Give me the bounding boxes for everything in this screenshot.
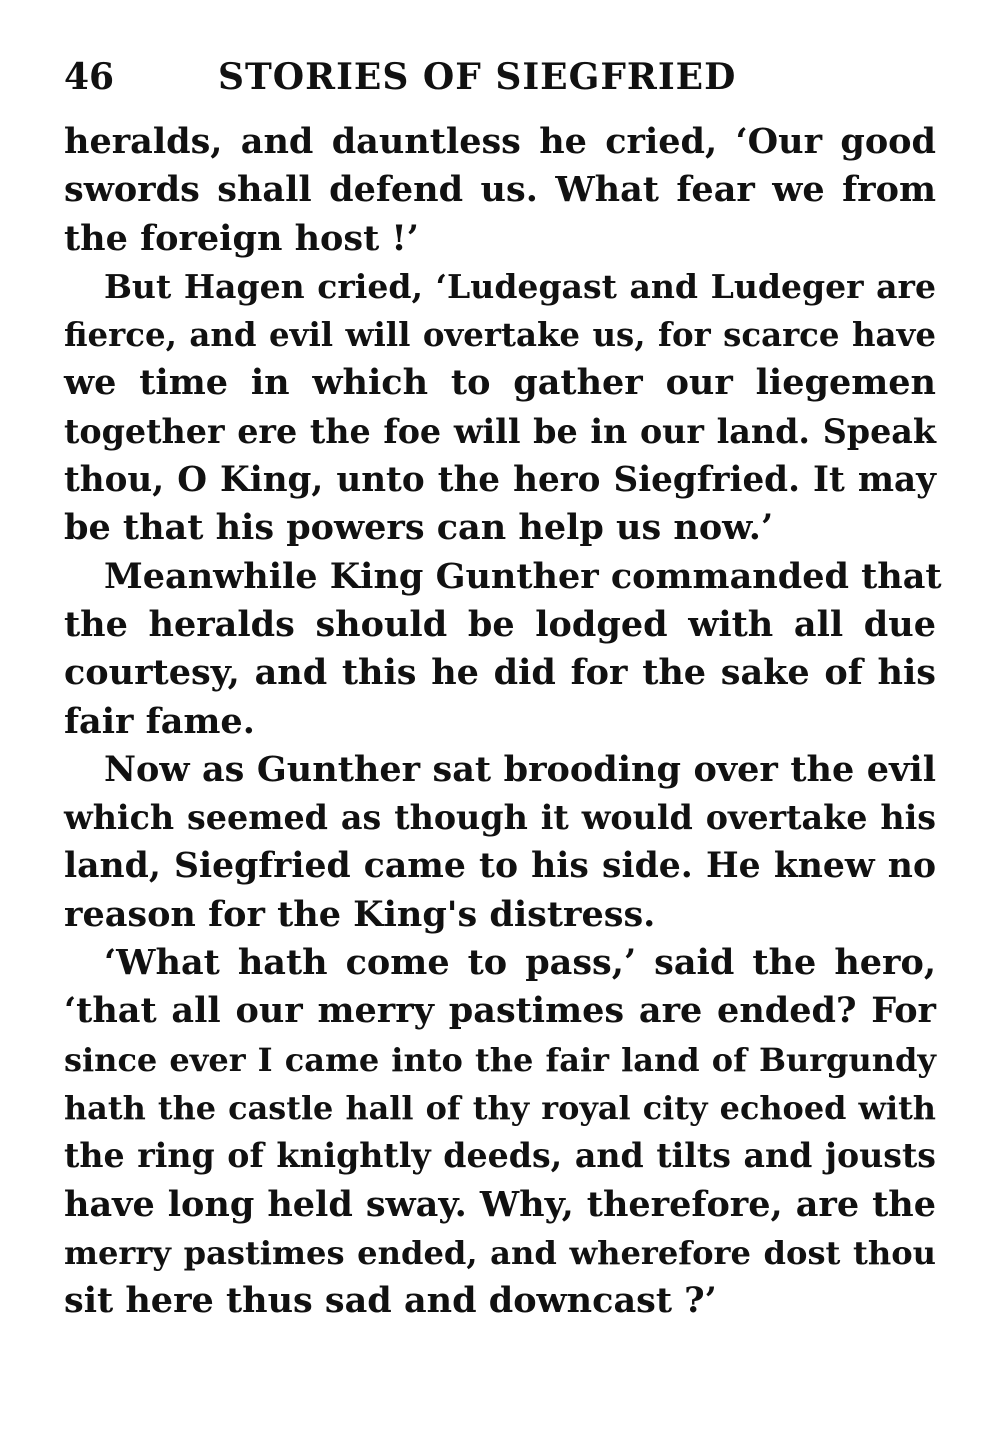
paragraph xyxy=(64,746,936,939)
text-line: merry pastimes ended, and wherefore dost thou xyxy=(64,1233,936,1272)
page-number: 46 xyxy=(64,56,115,98)
text-line: have long held sway. Why, therefore, are the xyxy=(64,1183,936,1225)
text-line: heralds, and dauntless he cried, ‘Our good xyxy=(64,121,936,162)
text-line: the foreign host !’ xyxy=(64,217,419,259)
text-line: courtesy, and this he did for the sake of his xyxy=(64,652,936,694)
text-line: be that his powers can help us now.’ xyxy=(64,507,774,549)
text-line: which seemed as though it would overtake his xyxy=(64,798,936,838)
text-line: land, Siegfried came to his side. He knew no xyxy=(64,846,936,887)
paragraph xyxy=(64,939,936,1325)
text-line: hath the castle hall of thy royal city echoed with xyxy=(64,1088,936,1127)
running-head xyxy=(64,52,936,102)
paragraph xyxy=(64,118,936,263)
text-line: ‘that all our merry pastimes are ended? For xyxy=(64,990,936,1032)
text-line: the ring of knightly deeds, and tilts and jousts xyxy=(64,1136,936,1176)
running-title: STORIES OF SIEGFRIED xyxy=(218,56,737,98)
text-line: since ever I came into the fair land of Burgundy xyxy=(64,1040,936,1079)
text-line: swords shall defend us. What fear we from xyxy=(64,169,936,211)
text-line: fair fame. xyxy=(64,700,255,742)
text-line: But Hagen cried, ‘Ludegast and Ludeger are xyxy=(104,266,936,306)
text-line: ‘What hath come to pass,’ said the hero, xyxy=(104,942,936,984)
text-line: thou, O King, unto the hero Siegfried. It may xyxy=(64,460,936,501)
body-text xyxy=(64,118,942,1325)
text-line: sit here thus sad and downcast ?’ xyxy=(64,1280,717,1322)
text-line: Now as Gunther sat brooding over the evil xyxy=(104,748,936,790)
text-line: the heralds should be lodged with all due xyxy=(64,603,936,645)
text-line: reason for the King's distress. xyxy=(64,893,656,935)
text-line: Meanwhile King Gunther commanded that xyxy=(104,555,942,597)
text-line: fierce, and evil will overtake us, for scarce have xyxy=(64,316,936,355)
text-line: together ere the foe will be in our land. Speak xyxy=(64,411,936,451)
text-line: we time in which to gather our liegemen xyxy=(64,362,936,404)
paragraph xyxy=(64,553,942,746)
paragraph xyxy=(64,263,936,553)
